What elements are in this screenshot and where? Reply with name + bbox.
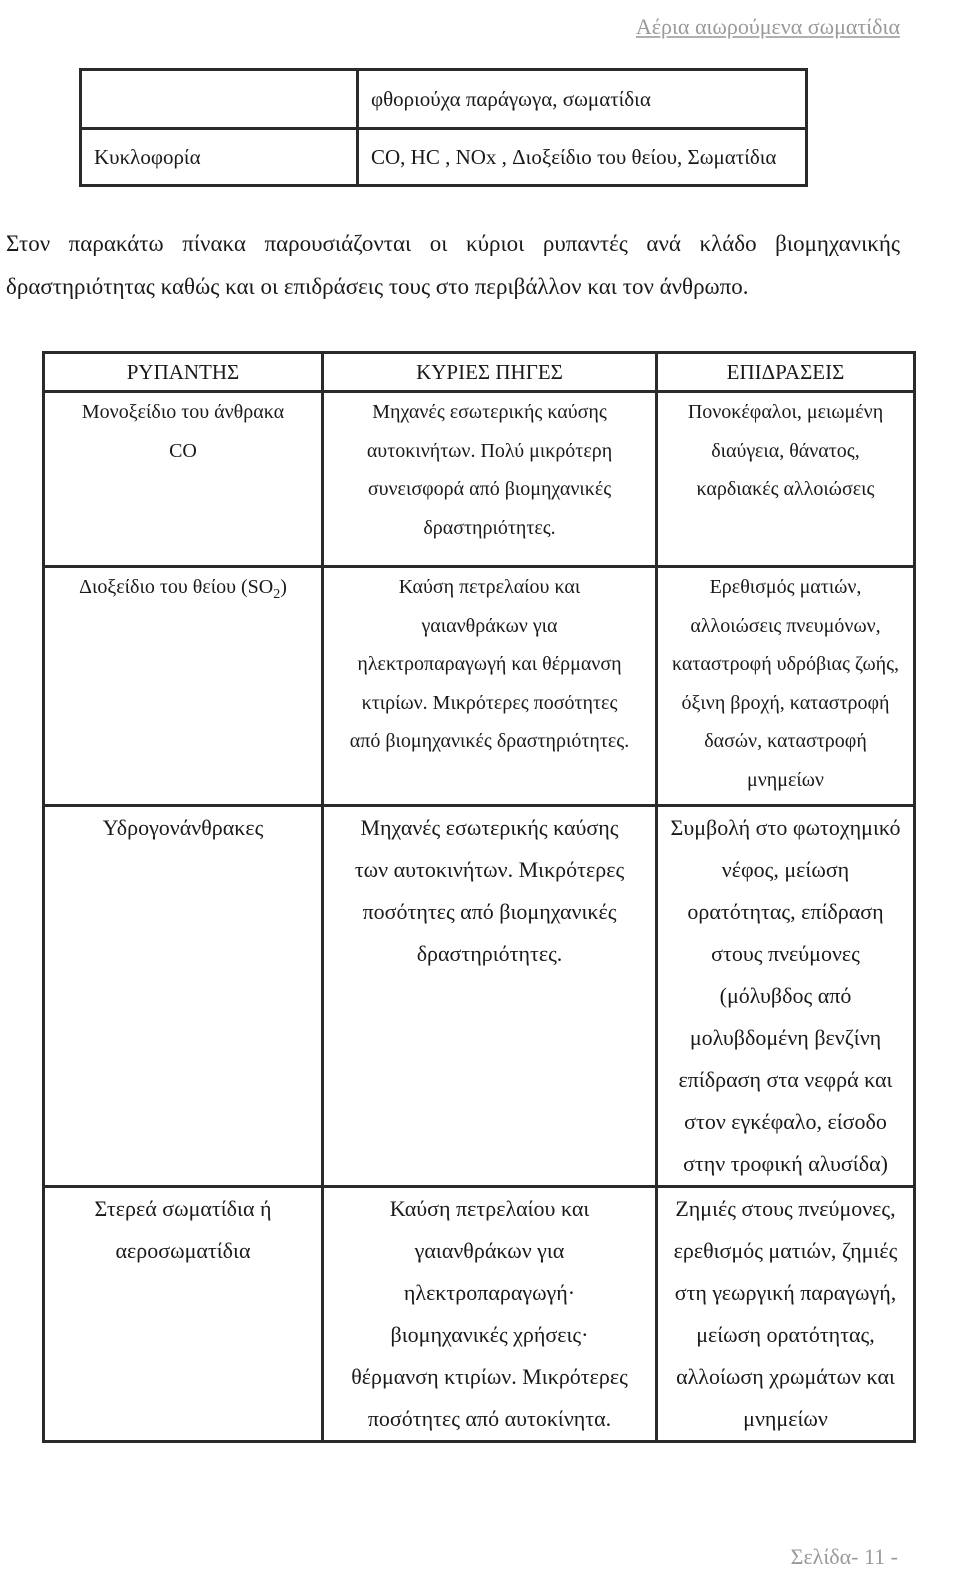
cell-line: Μηχανές εσωτερικής καύσης [372,401,607,423]
pollutant-cell [44,806,323,1187]
header-sources: ΚΥΡΙΕΣ ΠΗΓΕΣ [323,353,657,392]
cell-line: δραστηριότητες. [423,516,556,539]
cell-line: ηλεκτροπαραγωγή· [403,1280,576,1305]
cell-line: αλλοίωση χρωμάτων και [676,1364,895,1389]
cell-line: κτιρίων. Μικρότερες ποσότητες [361,691,618,714]
cell-line: Καύση πετρελαίου και [398,576,581,598]
page-header-title: Αέρια αιωρούμενα σωματίδια [635,14,900,39]
effects-cell [657,1187,915,1442]
cell-line: ποσότητες από αυτοκίνητα. [367,1406,612,1431]
cell-line: αλλοιώσεις πνευμόνων, [690,614,881,637]
cell-line: Ερεθισμός ματιών, [709,576,862,598]
cell-line: επίδραση στα νεφρά και [678,1067,893,1092]
cell-line: ερεθισμός ματιών, ζημιές [673,1238,898,1263]
cell-line: συνεισφορά από βιομηχανικές [367,478,612,500]
cell-line: (μόλυβδος από [719,983,852,1008]
cell-line: των αυτοκινήτων. Μικρότερες [354,857,625,882]
cell-line: Μηχανές εσωτερικής καύσης [360,815,619,840]
table-cell: φθοριούχα παράγωγα, σωματίδια [358,70,807,129]
cell-line: Πονοκέφαλοι, μειωμένη [687,401,884,423]
page-number: Σελίδα- 11 - [790,1544,898,1569]
cell-line: από βιομηχανικές δραστηριότητες. [349,730,630,752]
table-row [81,129,807,186]
intro-line: Στον παρακάτω πίνακα παρουσιάζονται οι κύριοι ρυπαντές ανά κλάδο βιομηχανικής [6,231,900,256]
intro-paragraph [6,222,900,308]
table-header-row [44,353,915,392]
cell-line: γαιανθράκων για [414,1238,565,1263]
cell-line: θέρμανση κτιρίων. Μικρότερες [351,1364,628,1389]
cell-line: Συμβολή στο φωτοχημικό [670,815,901,840]
pollutant-cell [44,567,323,806]
cell-line: νέφος, μείωση [721,857,850,882]
cell-line: αυτοκινήτων. Πολύ μικρότερη [366,439,613,462]
cell-line: στη γεωργική παραγωγή, [674,1280,897,1305]
cell-line: βιομηχανικές χρήσεις· [390,1322,589,1347]
continuation-table [79,68,808,187]
cell-line: δασών, καταστροφή [704,730,867,752]
cell-line: γαιανθράκων για [421,614,558,637]
cell-line: ορατότητας, επίδραση [687,899,884,924]
cell-line: διαύγεια, θάνατος, [711,439,860,462]
cell-line: CO [169,439,197,462]
pollutant-cell [44,392,323,567]
cell-line: όξινη βροχή, καταστροφή [681,691,890,714]
table-row [44,392,915,567]
pollutant-cell [44,1187,323,1442]
sources-cell [323,1187,657,1442]
subscript: 2 [273,587,281,602]
cell-line [49,568,317,615]
header-pollutant: ΡΥΠΑΝΤΗΣ [44,353,323,392]
pollutant-name: Διοξείδιο του θείου (SO [79,576,274,598]
intro-line: δραστηριότητας καθώς και οι επιδράσεις τους στο περιβάλλον και τον άνθρωπο. [6,274,749,299]
cell-line: Μονοξείδιο του άνθρακα [81,401,285,423]
effects-cell [657,806,915,1187]
cell-line: μολυβδομένη βενζίνη [689,1025,882,1050]
table-cell: CO, HC , NOx , Διοξείδιο του θείου, Σωματίδια [358,129,807,186]
effects-cell [657,567,915,806]
cell-line: μείωση ορατότητας, [696,1322,875,1347]
table-row [44,1187,915,1442]
cell-line: ηλεκτροπαραγωγή και θέρμανση [357,653,622,675]
cell-line: ποσότητες από βιομηχανικές [362,899,617,924]
sources-cell [323,567,657,806]
table-cell [81,70,358,129]
effects-cell [657,392,915,567]
cell-line: δραστηριότητες. [416,941,563,966]
cell-line: Στερεά σωματίδια ή [94,1196,272,1221]
cell-line: καρδιακές αλλοιώσεις [696,478,875,500]
sources-cell [323,806,657,1187]
cell-line: Ζημιές στους πνεύμονες, [675,1196,896,1221]
cell-line: μνημείων [747,768,824,791]
cell-line: στους πνεύμονες [711,941,860,966]
table-row [44,567,915,806]
table-row [81,70,807,129]
cell-line: Υδρογονάνθρακες [102,815,264,840]
sources-cell [323,392,657,567]
pollutants-table [42,351,916,1443]
header-effects: ΕΠΙΔΡΑΣΕΙΣ [657,353,915,392]
cell-line: μνημείων [743,1406,828,1431]
cell-line: στον εγκέφαλο, είσοδο [684,1109,887,1134]
pollutant-close: ) [280,576,287,598]
cell-line: Καύση πετρελαίου και [389,1196,590,1221]
cell-line: στην τροφική αλυσίδα) [683,1151,888,1176]
table-row [44,806,915,1187]
cell-line: αεροσωματίδια [115,1238,251,1263]
cell-line: καταστροφή υδρόβιας ζωής, [671,653,900,675]
table-cell: Κυκλοφορία [81,129,358,186]
